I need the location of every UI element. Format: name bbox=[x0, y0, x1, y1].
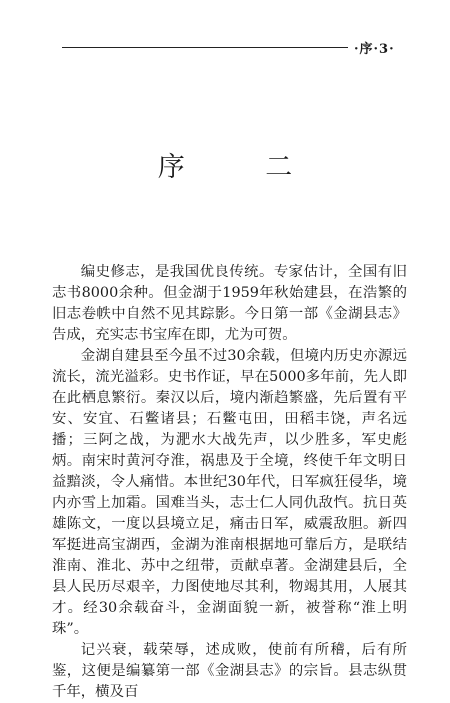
body-text bbox=[52, 262, 407, 703]
paragraph: 金湖自建县至今虽不过30余载，但境内历史亦源远流长，流光溢彩。史书作证，早在5000多年前，先人即在此栖息繁衍。秦汉以后，境内渐趋繁盛，先后置有平安、安宜、石鳖诸县；石鳖屯田，田稻丰饶，声名远播；三阿之战，为淝水大战先声，以少胜多，军史彪炳。南宋时黄河夺淮，祸患及于全境，终使千年文明日益黯淡，令人痛惜。本世纪30年代，日军疯狂侵华，境内亦雪上加霜。国难当头，志士仁人同仇敌忾。抗日英雄陈文，一度以县境立足，痛击日军，威震敌胆。新四军挺进高宝湖西，金湖为淮南根据地可靠后方，是联结淮南、淮北、苏中之纽带，贡献卓著。金湖建县后，全县人民历尽艰辛，力图使地尽其利，物竭其用，人展其才。经30余载奋斗，金湖面貌一新，被誉称“淮上明珠”。 bbox=[52, 348, 407, 637]
page-title: 序 二 bbox=[157, 152, 329, 183]
paragraph: 记兴衰，载荣辱，述成败，使前有所稽，后有所鉴，这便是编纂第一部《金湖县志》的宗旨。县志纵贯千年，横及百 bbox=[52, 642, 407, 700]
header-rule bbox=[62, 47, 348, 48]
running-header: ·序·3· bbox=[354, 42, 395, 57]
paragraph: 编史修志，是我国优良传统。专家估计，全国有旧志书8000余种。但金湖于1959年秋始建县，在浩繁的旧志卷帙中自然不见其踪影。今日第一部《金湖县志》告成，充实志书宝库在即，尤为可贺。 bbox=[52, 264, 407, 343]
